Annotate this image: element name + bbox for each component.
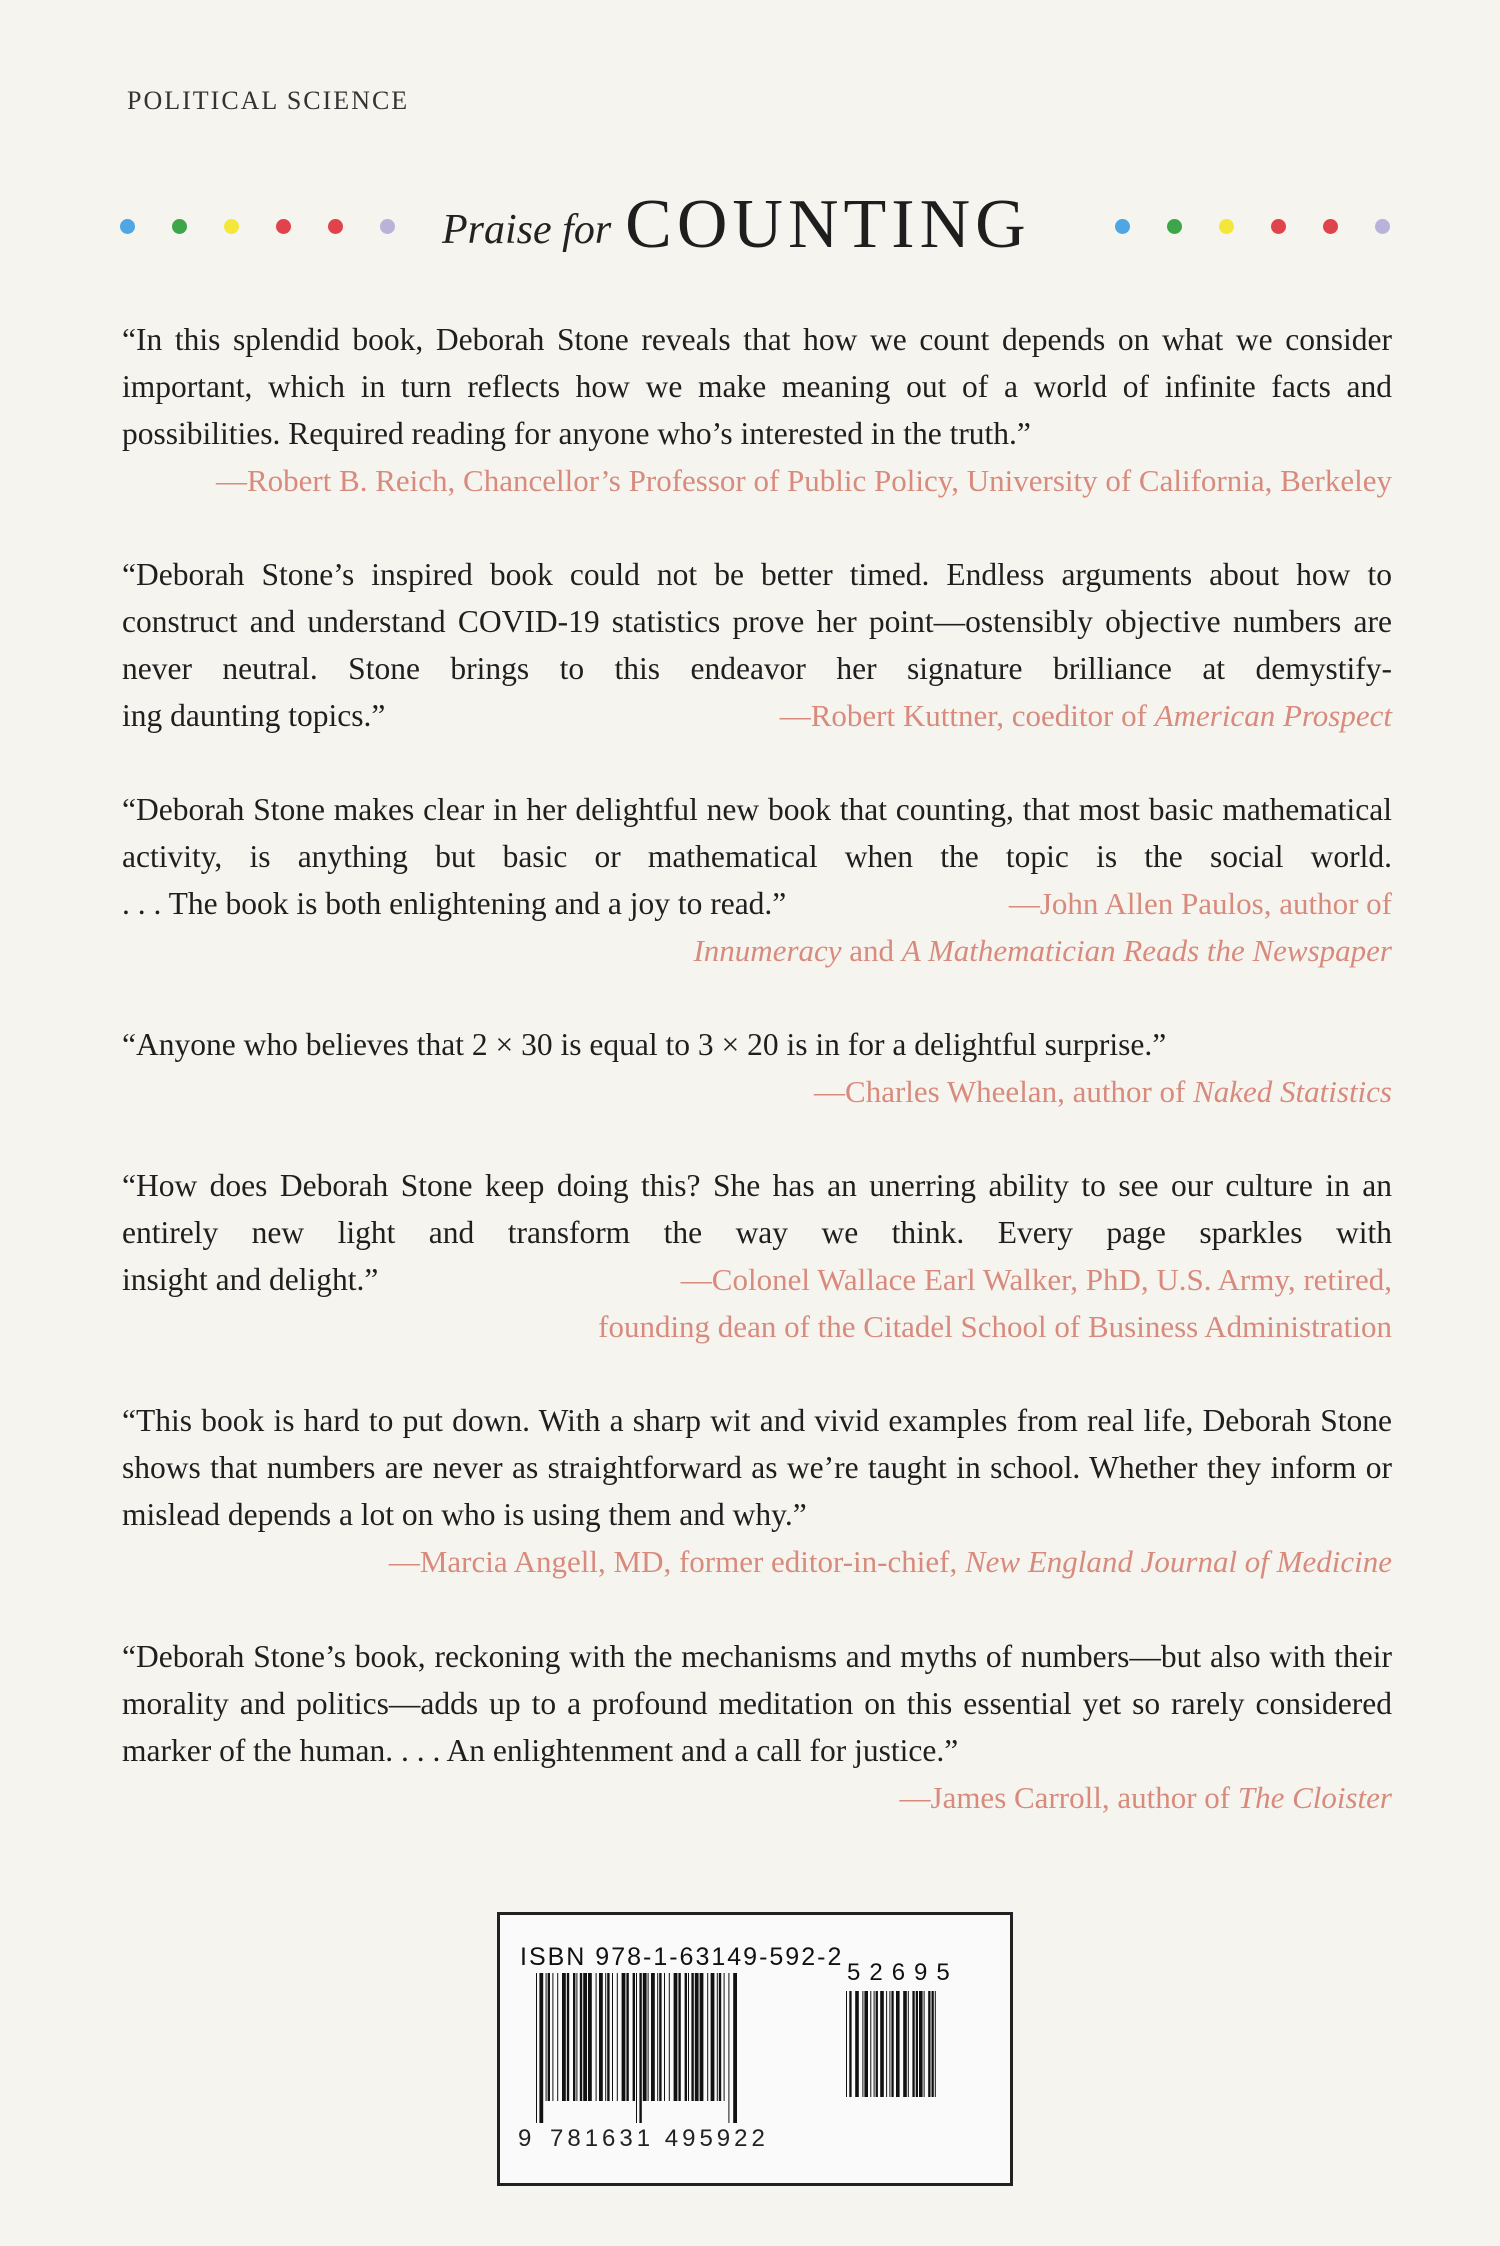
barcode-bar [919, 1991, 923, 2097]
barcode-bar [607, 1973, 609, 2101]
blurb-attribution: —Robert B. Reich, Chancellor’s Professor of Public Policy, University of California, Berkeley [215, 463, 1392, 498]
barcode-bar [846, 1991, 847, 2097]
attribution-book: The Cloister [1237, 1780, 1392, 1815]
blurb-last-row [122, 1256, 1392, 1303]
barcode-bar [617, 1973, 618, 2101]
blurb-walker [122, 1162, 1392, 1350]
blurb-attribution: —Colonel Wallace Earl Walker, PhD, U.S. Army, retired, [680, 1262, 1392, 1297]
barcode-bar [928, 1991, 930, 2097]
barcode-bar [862, 1991, 863, 2097]
barcode-bar [552, 1973, 553, 2101]
barcode-bar [669, 1973, 670, 2101]
blurb-carroll [122, 1633, 1392, 1821]
decorative-dot [276, 219, 291, 234]
barcode-bar [870, 1991, 871, 2097]
decorative-dot [328, 219, 343, 234]
barcode-bar [880, 1991, 884, 2097]
barcode-bar [657, 1973, 658, 2101]
barcode-bar [648, 1973, 649, 2101]
ean-barcode-bars [536, 1973, 806, 2123]
decorative-dots-right [1115, 219, 1390, 234]
barcode-bar [695, 1973, 699, 2101]
barcode-bar [908, 1991, 909, 2097]
blurb-text: “This book is hard to put down. With a sharp wit and vivid examples from real life, Deborah Stone shows that numbers are never as straightforward as we’re taught in school. Whether they inform or mislead depends a lot on who is using them and why.” [122, 1403, 1392, 1532]
decorative-dot [1219, 219, 1234, 234]
blurb-attribution [780, 692, 1392, 739]
price-code: 52695 [847, 1959, 959, 1986]
barcode-bar [733, 1973, 737, 2123]
barcode-bar [912, 1991, 914, 2097]
barcode-bar [691, 1973, 693, 2101]
blurb-attribution-line2 [122, 927, 1392, 974]
barcode-bar [707, 1973, 708, 2101]
blurb-attribution: —John Allen Paulos, author of [1008, 886, 1392, 921]
barcode-bar [932, 1991, 934, 2097]
barcode-bar [674, 1973, 678, 2101]
barcode-bar [876, 1991, 878, 2097]
barcode-bar [539, 1973, 543, 2123]
blurb-wheelan [122, 1021, 1392, 1115]
barcode-bar [562, 1973, 566, 2101]
blurb-text-end: insight and delight.” [122, 1262, 379, 1297]
praise-label: Praise for [442, 207, 612, 253]
barcode-bar [935, 1991, 936, 2097]
ean-first-digit: 9 [518, 2125, 532, 2152]
book-title: COUNTING [625, 186, 1031, 263]
barcode-bar [580, 1973, 582, 2101]
barcode-bar [717, 1973, 718, 2101]
attribution-book-1: Innumeracy [693, 933, 842, 968]
barcode-bar [724, 1973, 725, 2101]
blurb-text: “Deborah Stone makes clear in her delightful new book that counting, that most basic mathematical activity, is anything but basic or mathematical when the topic is the social world. [122, 792, 1392, 874]
decorative-dot [1323, 219, 1338, 234]
decorative-dot [1167, 219, 1182, 234]
blurb-attribution [122, 1538, 1392, 1585]
barcode-bar [891, 1991, 893, 2097]
price-barcode-bars [846, 1991, 976, 2119]
barcode-bar [711, 1973, 715, 2101]
header-title [442, 185, 1031, 265]
barcode-bar [651, 1973, 655, 2101]
blurb-attribution [122, 1068, 1392, 1115]
decorative-dot [1115, 219, 1130, 234]
attribution-and: and [841, 933, 902, 968]
barcode-bar [612, 1973, 613, 2101]
isbn-barcode [497, 1912, 1013, 2186]
barcode-bar [633, 1973, 635, 2101]
decorative-dot [380, 219, 395, 234]
barcode-bar [700, 1973, 704, 2101]
attribution-book-2: A Mathematician Reads the Newspaper [901, 933, 1392, 968]
barcode-bar [567, 1973, 569, 2101]
barcode-bar [605, 1973, 606, 2101]
barcode-bar [916, 1991, 918, 2097]
barcode-bar [573, 1973, 575, 2101]
barcode-bar [886, 1991, 887, 2097]
ean-digits: 781631 495922 [546, 2125, 773, 2153]
decorative-dot [224, 219, 239, 234]
decorative-dot [1375, 219, 1390, 234]
barcode-bar [622, 1973, 626, 2101]
barcode-bar [874, 1991, 875, 2097]
barcode-bar [639, 1973, 641, 2123]
attribution-name: —James Carroll, author of [899, 1780, 1238, 1815]
barcode-bar [536, 1973, 537, 2123]
barcode-bar [924, 1991, 925, 2097]
blurb-text-end: . . . The book is both enlightening and a joy to read.” [122, 886, 787, 921]
blurb-attribution [122, 1774, 1392, 1821]
decorative-dot [120, 219, 135, 234]
attribution-name: —Charles Wheelan, author of [814, 1074, 1194, 1109]
barcode-bar [557, 1973, 558, 2101]
barcode-bar [664, 1973, 665, 2101]
barcode-bar [643, 1973, 647, 2101]
decorative-dot [172, 219, 187, 234]
blurb-text-end: ing daunting topics.” [122, 698, 386, 733]
blurb-text: “Deborah Stone’s book, reckoning with the mechanisms and myths of numbers—but also with their morality and politics—adds up to a profound meditation on this essential yet so rarely considered marker of the human. . . . An enlightenment and a call for justice.” [122, 1639, 1392, 1768]
barcode-bar [576, 1973, 577, 2101]
blurb-last-row [122, 880, 1392, 927]
barcode-bar [548, 1973, 550, 2101]
praise-header [120, 185, 1390, 265]
attribution-publication: New England Journal of Medicine [964, 1544, 1392, 1579]
blurb-attribution-line2: founding dean of the Citadel School of Business Administration [598, 1309, 1392, 1344]
barcode-bar [685, 1973, 687, 2101]
barcode-bar [864, 1991, 868, 2097]
barcode-bar [855, 1991, 859, 2097]
barcode-bar [626, 1973, 628, 2101]
blurb-reich [122, 316, 1392, 504]
blurb-kuttner [122, 551, 1392, 739]
attribution-publication: American Prospect [1154, 698, 1392, 733]
blurb-paulos [122, 786, 1392, 974]
barcode-bar [889, 1991, 890, 2097]
barcode-bar [719, 1973, 721, 2101]
blurb-angell [122, 1397, 1392, 1585]
barcode-bar [728, 1973, 729, 2123]
barcode-bar [678, 1973, 680, 2101]
blurb-text: “How does Deborah Stone keep doing this? She has an unerring ability to see our culture in an entirely new light and transform the way we think. Every page sparkles with [122, 1168, 1392, 1250]
barcode-bar [546, 1973, 547, 2101]
blurb-last-row [122, 692, 1392, 739]
barcode-bar [583, 1973, 587, 2101]
barcode-bar [599, 1973, 603, 2101]
barcode-bar [903, 1991, 907, 2097]
barcode-bar [688, 1973, 689, 2101]
barcode-bar [659, 1973, 661, 2101]
attribution-name: —Robert Kuttner, coeditor of [779, 698, 1155, 733]
blurb-text: “In this splendid book, Deborah Stone reveals that how we count depends on what we consider important, which in turn reflects how we make meaning out of a world of infinite facts and possibilities. Required reading for anyone who’s interested in the truth.” [122, 322, 1392, 451]
barcode-bar [588, 1973, 592, 2101]
barcode-bar [896, 1991, 900, 2097]
attribution-book: Naked Statistics [1193, 1074, 1392, 1109]
blurb-text: “Deborah Stone’s inspired book could not be better timed. Endless arguments about how to construct and understand COVID-19 statistics prove her point—ostensibly objective numbers are never neutral. Stone brings to this endeavor her signature brilliance at demystify- [122, 557, 1392, 686]
isbn-number: ISBN 978-1-63149-592-2 [520, 1943, 844, 1971]
barcode-bar [636, 1973, 637, 2123]
barcode-bar [596, 1973, 597, 2101]
barcode-bar [849, 1991, 851, 2097]
decorative-dot [1271, 219, 1286, 234]
blurb-text: “Anyone who believes that 2 × 30 is equal to 3 × 20 is in for a delightful surprise.” [122, 1027, 1167, 1062]
category-label: POLITICAL SCIENCE [127, 86, 410, 115]
decorative-dots-left [120, 219, 395, 234]
attribution-name: —Marcia Angell, MD, former editor-in-chief, [388, 1544, 965, 1579]
